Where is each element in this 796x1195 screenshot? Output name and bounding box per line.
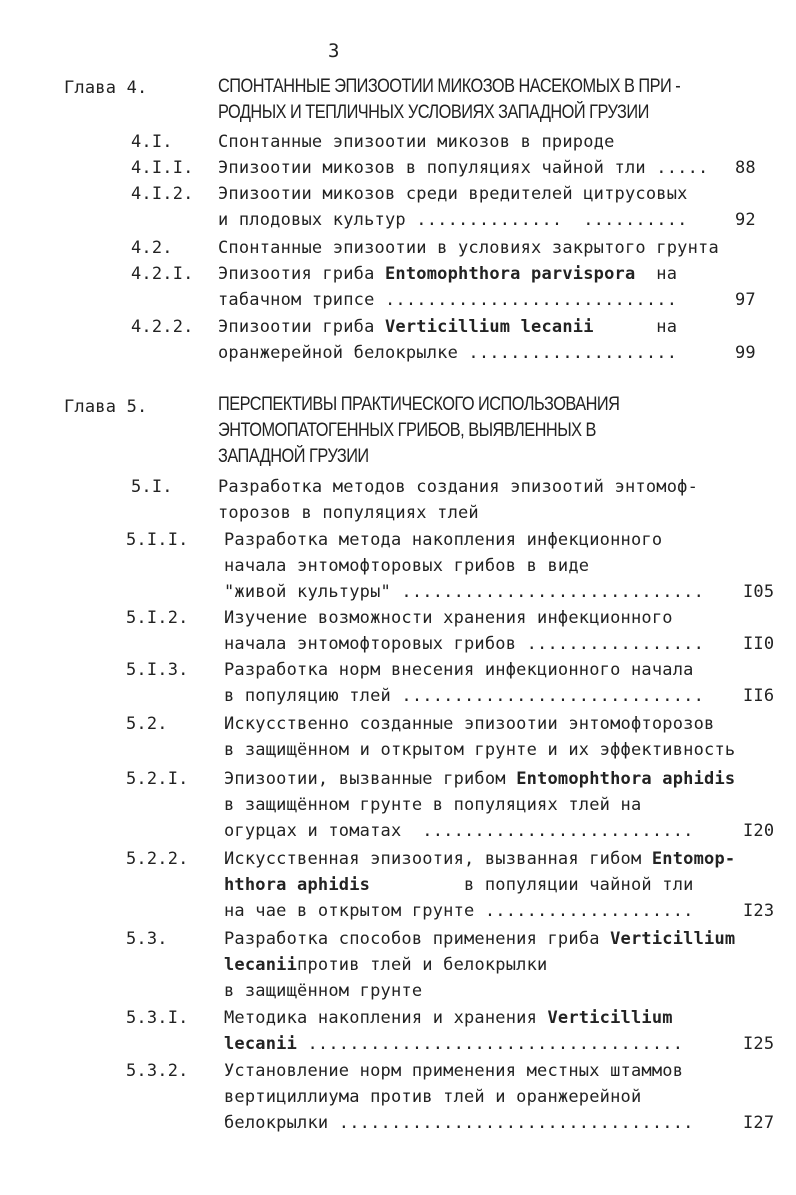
toc-entry-title-cont: в защищённом грунте в популяциях тлей на — [224, 795, 642, 815]
toc-number: 4.I.I. — [131, 158, 194, 178]
toc-entry-title-cont: торозов в популяциях тлей — [218, 503, 479, 523]
species-name: lecanii — [224, 1034, 298, 1054]
toc-number: 5.3. — [126, 929, 168, 949]
toc-entry-title-cont: lecaniiпротив тлей и белокрылки — [224, 955, 548, 975]
toc-entry-title: Спонтанные эпизоотии микозов в природе — [218, 132, 615, 152]
toc-entry-title-cont: hthora aphidis в популяции чайной тли — [224, 875, 694, 895]
toc-entry-title: Эпизоотии, вызванные грибом Entomophthora aphidis — [224, 769, 736, 789]
toc-number: 5.I.2. — [126, 608, 189, 628]
toc-number: 5.2.I. — [126, 769, 189, 789]
toc-entry-title-cont: огурцах и томатах .......................... — [224, 821, 694, 841]
toc-entry-title: Эпизоотия гриба Entomophthora parvispora на — [218, 264, 678, 284]
toc-entry-title: Эпизоотии микозов среди вредителей цитрусовых — [218, 184, 688, 204]
toc-entry-title: Разработка метода накопления инфекционного — [224, 530, 663, 550]
toc-page-number: 99 — [735, 343, 756, 363]
species-name: Entomophthora aphidis — [516, 769, 736, 789]
chapter-5-title-line-1: ПЕРСПЕКТИВЫ ПРАКТИЧЕСКОГО ИСПОЛЬЗОВАНИЯ — [218, 394, 620, 415]
toc-entry-title: Установление норм применения местных штаммов — [224, 1061, 684, 1081]
toc-entry-title: Разработка способов применения гриба Verticillium — [224, 929, 736, 949]
species-name: Entomop- — [651, 849, 736, 869]
toc-page-number: II6 — [743, 686, 775, 706]
toc-page-number: I27 — [743, 1113, 775, 1133]
toc-entry-title: Искусственно созданные эпизоотии энтомофторозов — [224, 714, 715, 734]
chapter-4-title-line-2: РОДНЫХ И ТЕПЛИЧНЫХ УСЛОВИЯХ ЗАПАДНОЙ ГРУЗИИ — [218, 102, 649, 123]
toc-entry-title-cont: начала энтомофторовых грибов ................. — [224, 634, 705, 654]
toc-entry-title-cont: вертициллиума против тлей и оранжерейной — [224, 1087, 642, 1107]
species-name: Verticillium lecanii — [384, 317, 594, 337]
chapter-5-label: Глава 5. — [64, 397, 148, 417]
toc-entry-title: Разработка методов создания эпизоотий энтомоф- — [218, 477, 699, 497]
chapter-5-title-line-2: ЭНТОМОПАТОГЕННЫХ ГРИБОВ, ВЫЯВЛЕННЫХ В — [218, 420, 596, 441]
toc-entry-title-cont: "живой культуры" ............................. — [224, 582, 705, 602]
toc-entry-title-cont: в популяцию тлей ............................. — [224, 686, 705, 706]
toc-page-number: 88 — [735, 158, 756, 178]
toc-number: 4.2.2. — [131, 317, 194, 337]
species-name: lecanii — [224, 955, 298, 975]
toc-entry-title-cont: и плодовых культур .............. .......... — [218, 210, 688, 230]
chapter-5-title-line-3: ЗАПАДНОЙ ГРУЗИИ — [218, 446, 369, 467]
toc-entry-title: Разработка норм внесения инфекционного начала — [224, 660, 694, 680]
page-number: 3 — [328, 40, 340, 62]
species-name: Verticillium — [547, 1008, 673, 1028]
toc-page-number: 97 — [735, 290, 756, 310]
species-name: hthora aphidis — [224, 875, 371, 895]
toc-entry-title-cont: табачном трипсе ............................ — [218, 290, 678, 310]
toc-page-number: I25 — [743, 1034, 775, 1054]
toc-page-number: I05 — [743, 582, 775, 602]
toc-page-number: II0 — [743, 634, 775, 654]
toc-entry-title: Эпизоотии микозов в популяциях чайной тли ..... — [218, 158, 709, 178]
toc-entry-title-cont: начала энтомофторовых грибов в виде — [224, 556, 590, 576]
toc-entry-title: Искусственная эпизоотия, вызванная гибом Entomop- — [224, 849, 736, 869]
toc-page-number: 92 — [735, 210, 756, 230]
toc-entry-title-cont: на чае в открытом грунте .................... — [224, 901, 694, 921]
toc-number: 5.3.I. — [126, 1008, 189, 1028]
toc-number: 5.I.I. — [126, 530, 189, 550]
toc-number: 4.I.2. — [131, 184, 194, 204]
toc-entry-title-cont: lecanii .................................... — [224, 1034, 684, 1054]
toc-number: 4.I. — [131, 132, 173, 152]
toc-number: 5.3.2. — [126, 1061, 189, 1081]
toc-entry-title: Эпизоотии гриба Verticillium lecanii на — [218, 317, 678, 337]
toc-number: 5.2. — [126, 714, 168, 734]
toc-entry-title-cont: белокрылки .................................. — [224, 1113, 694, 1133]
toc-entry-title-cont: в защищённом грунте — [224, 981, 423, 1001]
toc-entry-title-cont: в защищённом и открытом грунте и их эффективность — [224, 740, 736, 760]
toc-page-number: I20 — [743, 821, 775, 841]
chapter-4-title-line-1: СПОНТАННЫЕ ЭПИЗООТИИ МИКОЗОВ НАСЕКОМЫХ В ПРИ - — [218, 76, 681, 97]
toc-number: 4.2. — [131, 238, 173, 258]
toc-entry-title: Изучение возможности хранения инфекционного — [224, 608, 673, 628]
toc-number: 5.2.2. — [126, 849, 189, 869]
toc-number: 5.I.3. — [126, 660, 189, 680]
toc-entry-title-cont: оранжерейной белокрылке .................... — [218, 343, 678, 363]
species-name: Entomophthora parvispora — [384, 264, 636, 284]
species-name: Verticillium — [610, 929, 736, 949]
toc-entry-title: Спонтанные эпизоотии в условиях закрытого грунта — [218, 238, 719, 258]
chapter-4-label: Глава 4. — [64, 78, 148, 98]
toc-entry-title: Методика накопления и хранения Verticillium — [224, 1008, 673, 1028]
toc-number: 5.I. — [131, 477, 173, 497]
toc-number: 4.2.I. — [131, 264, 194, 284]
toc-page-number: I23 — [743, 901, 775, 921]
